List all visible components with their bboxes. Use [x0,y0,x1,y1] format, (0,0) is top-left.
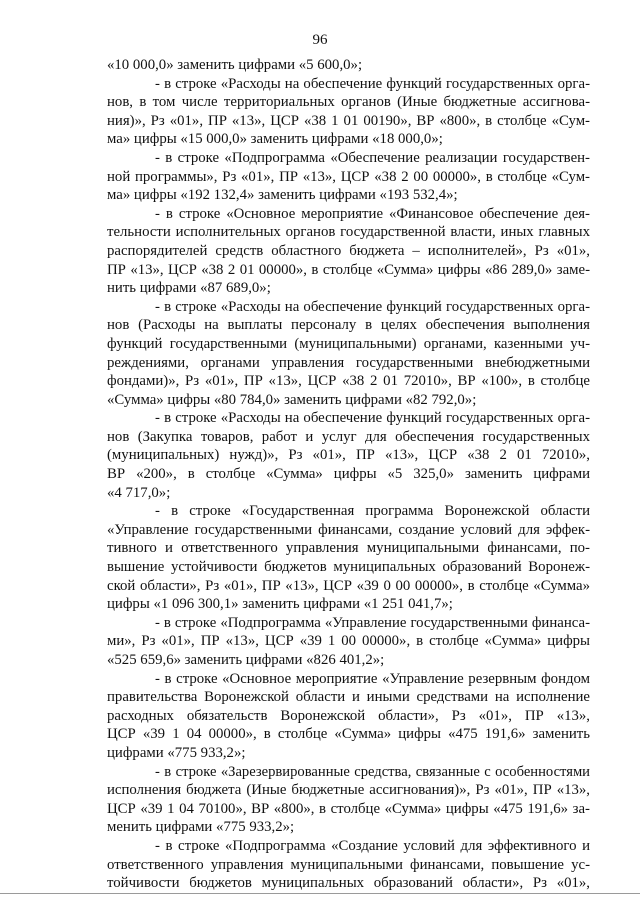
text-line: ПР «13», ЦСР «38 2 01 00000», в столбце «Сумма» цифры «86 289,0» заме- [107,261,590,278]
text-line: менить цифрами «775 933,2»; [107,819,295,836]
text-line: тельности исполнительных органов государственной власти, иных главных [107,224,590,241]
text-line: «10 000,0» заменить цифрами «5 600,0»; [107,57,363,73]
text-line: ной программы», Рз «01», ПР «13», ЦСР «38 2 00 00000», в столбце «Сум- [107,168,590,185]
text-line: ЦСР «39 1 04 70100», ВР «800», в столбце «Сумма» цифры «475 191,6» за- [107,800,590,817]
text-line: распорядителей средств областного бюджета – исполнителей», Рз «01», [107,242,590,259]
text-line: ма» цифры «15 000,0» заменить цифрами «18 000,0»; [107,131,443,148]
text-line: ВР «200», в столбце «Сумма» цифры «5 325,0» заменить цифрами [107,466,590,483]
page-number: 96 [312,32,328,48]
text-line: - в строке «Расходы на обеспечение функций государственных орга- [155,298,590,315]
text-line: ской области», Рз «01», ПР «13», ЦСР «39 0 00 00000», в столбце «Сумма» [107,577,590,594]
text-line: тивного и ответственного управления муниципальными финансами, по- [107,540,590,557]
text-line: тойчивости бюджетов муниципальных образований области», Рз «01», [107,875,590,892]
text-line: нов (Закупка товаров, работ и услуг для обеспечения государственных [107,428,590,445]
text-line: ния)», Рз «01», ПР «13», ЦСР «38 1 01 00190», ВР «800», в столбце «Сум- [107,112,590,129]
text-line: расходных обязательств Воронежской области», Рз «01», ПР «13», [107,707,590,724]
text-line: (муниципальных) нужд)», Рз «01», ПР «13», ЦСР «38 2 01 72010», [107,447,590,464]
text-line: нов, в том числе территориальных органов (Иные бюджетные ассигнова- [107,94,590,111]
text-line: функций государственными (муниципальными) органами, казенными уч- [107,335,590,352]
text-line: ма» цифры «192 132,4» заменить цифрами «193 532,4»; [107,187,458,204]
text-line: фондами)», Рз «01», ПР «13», ЦСР «38 2 01 72010», ВР «100», в столбце [107,373,590,390]
text-line: ответственного управления муниципальными финансами, повышение ус- [107,856,590,873]
text-line: - в строке «Расходы на обеспечение функций государственных орга- [155,75,590,92]
text-line: - в строке «Государственная программа Воронежской области [155,503,590,520]
document-body [107,56,590,893]
text-line: ЦСР «39 1 04 00000», в столбце «Сумма» цифры «475 191,6» заменить [107,726,590,743]
text-line: - в строке «Основное мероприятие «Управление резервным фондом [155,670,590,687]
text-line: «Управление государственными финансами, создание условий для эффек- [107,521,590,538]
text-line: нить цифрами «87 689,0»; [107,280,271,297]
text-line: цифры «1 096 300,1» заменить цифрами «1 251 041,7»; [107,596,453,613]
text-line: - в строке «Зарезервированные средства, связанные с особенностями [155,763,590,780]
text-line: нов (Расходы на выплаты персоналу в целях обеспечения выполнения [107,317,590,334]
text-line: «4 717,0»; [107,484,171,501]
text-line: - в строке «Подпрограмма «Обеспечение реализации государствен- [155,149,590,166]
text-line: - в строке «Подпрограмма «Создание условий для эффективного и [155,837,590,854]
text-line: «Сумма» цифры «80 784,0» заменить цифрами «82 792,0»; [107,391,477,408]
text-line: вышение устойчивости бюджетов муниципальных образований Воронеж- [107,559,590,576]
text-line: исполнения бюджета (Иные бюджетные ассигнования)», Рз «01», ПР «13», [107,782,590,799]
text-line: правительства Воронежской области и иными средствами на исполнение [107,689,590,706]
text-line: реждениями, органами управления государственными внебюджетными [107,354,590,371]
text-line: - в строке «Подпрограмма «Управление государственными финанса- [155,614,590,631]
text-line: ми», Рз «01», ПР «13», ЦСР «39 1 00 00000», в столбце «Сумма» цифры [107,633,590,650]
text-line: цифрами «775 933,2»; [107,744,246,761]
text-line: - в строке «Основное мероприятие «Финансовое обеспечение дея- [155,205,590,222]
page-bottom-edge [0,893,640,894]
text-line: - в строке «Расходы на обеспечение функций государственных орга- [155,410,590,427]
text-line: «525 659,6» заменить цифрами «826 401,2»; [107,652,385,668]
